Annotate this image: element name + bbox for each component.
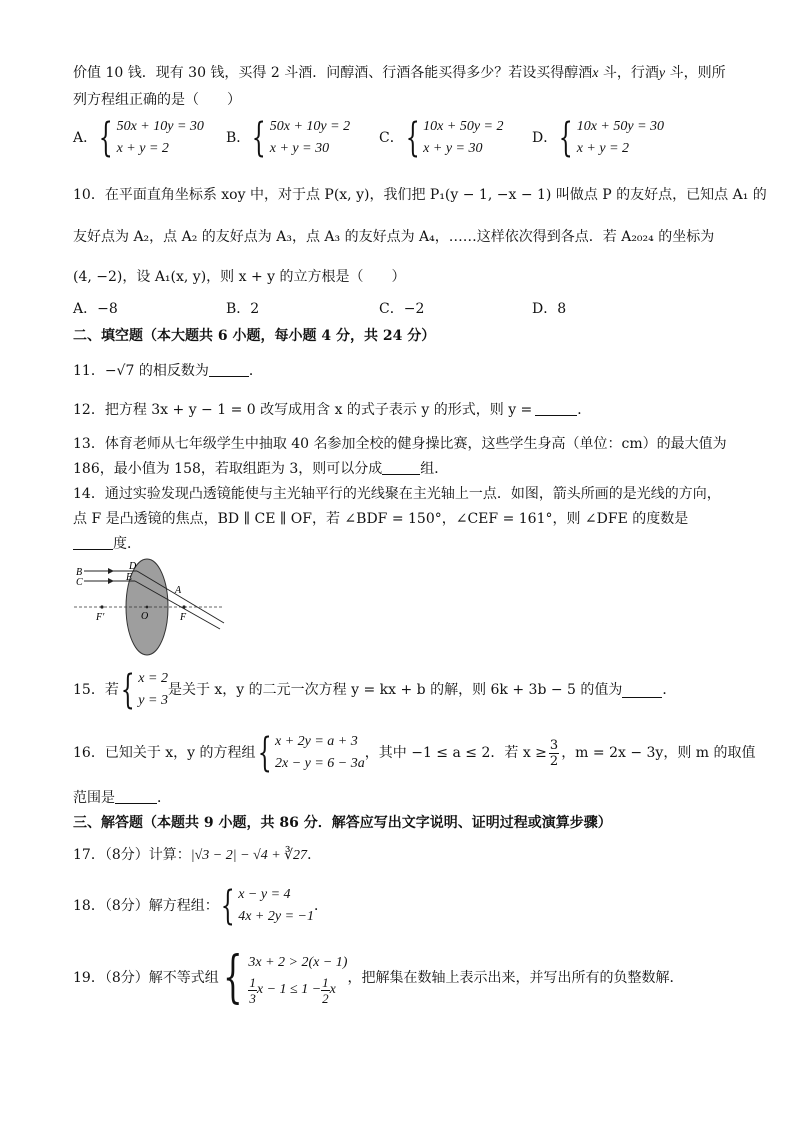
arrow-icon	[108, 568, 114, 574]
q19	[73, 945, 684, 1010]
q16-pre: 16．已知关于 x，y 的方程组	[73, 745, 256, 761]
q18	[73, 884, 328, 928]
q17-post: ．	[307, 847, 322, 863]
q16-post: ，m = 2x − 3y，则 m 的取值	[561, 745, 756, 761]
q9-line1-text: 价值 10 钱．现有 30 钱，买得 2 斗酒．问醇酒、行酒各能买得多少？若设买得醇酒	[73, 65, 593, 81]
q10-option-b[interactable]: B．2	[226, 301, 260, 317]
brace: {	[405, 115, 420, 161]
answer-blank[interactable]	[73, 534, 113, 550]
q9-option-a[interactable]	[73, 116, 226, 160]
q17-expression: |√3 − 2| − √4 + ∛27	[190, 848, 308, 863]
fraction	[321, 975, 330, 1006]
q15-text: 是关于 x，y 的二元一次方程 y = kx + b 的解，则 6k + 3b − 5 的值为	[167, 682, 623, 698]
q16-text: ，其中 −1 ≤ a ≤ 2．若 x ≥	[364, 745, 547, 761]
q13-line2	[73, 458, 448, 480]
answer-blank[interactable]	[622, 682, 662, 698]
arrow-icon	[108, 578, 114, 584]
q9-text-line1	[73, 62, 726, 85]
equation-system	[250, 116, 350, 160]
brace: {	[120, 667, 135, 713]
equation-system	[557, 116, 664, 160]
fraction-numerator: 1	[322, 974, 329, 990]
q18-pre: 18．（8分）解方程组：	[73, 898, 219, 914]
q19-post: ，把解集在数轴上表示出来，并写出所有的负整数解．	[347, 970, 684, 986]
label-f: F	[180, 612, 187, 623]
q14-line2: 点 F 是凸透镜的焦点，BD ∥ CE ∥ OF，若 ∠BDF = 150°，∠CEF = 161°，则 ∠DFE 的度数是	[73, 511, 689, 527]
equation-row: 4x + 2y = −1	[238, 909, 314, 924]
q16-l2-post: ．	[157, 790, 171, 806]
brace: {	[252, 115, 267, 161]
label-e: E	[126, 572, 133, 583]
equation-row: x + y = 2	[576, 141, 630, 156]
brace: {	[220, 883, 235, 929]
q11	[73, 360, 263, 382]
q14-line1: 14．通过实验发现凸透镜能使与主光轴平行的光线聚在主光轴上一点．如图，箭头所画的是光线的方向，	[73, 486, 721, 502]
q9-var-x: x	[592, 66, 599, 81]
answer-blank[interactable]	[209, 361, 249, 377]
section-heading-solutions: 三、解答题（本题共 9 小题，共 86 分．解答应写出文字说明、证明过程或演算步骤）	[73, 815, 612, 831]
q9-option-c[interactable]	[379, 116, 532, 160]
inequality-part: x − 1 ≤ 1 −	[256, 982, 322, 997]
label-f-prime: F′	[96, 612, 105, 623]
q17-pre: 17．（8分）计算：	[73, 847, 191, 863]
q10-line3: (4, −2)，设 A₁(x, y)，则 x + y 的立方根是（ ）	[73, 269, 406, 285]
q9-option-d[interactable]	[532, 116, 702, 160]
answer-blank[interactable]	[535, 400, 577, 416]
q10-option-a[interactable]: A．−8	[73, 301, 118, 317]
q10-options	[73, 298, 632, 320]
q11-post: ．	[248, 363, 263, 379]
q9-unit2: 斗，则所	[665, 65, 726, 81]
q15	[73, 668, 676, 712]
q9-unit1: 斗，行酒	[598, 65, 659, 81]
label-d: D	[129, 561, 137, 572]
q17	[73, 844, 321, 867]
fraction-numerator: 1	[249, 974, 256, 990]
q9-option-b[interactable]	[226, 116, 379, 160]
equation-system	[119, 668, 168, 712]
q14-line3	[73, 533, 141, 555]
equation-row: x = 2	[138, 671, 168, 686]
q9-var-y: y	[658, 66, 666, 81]
q10-line2: 友好点为 A₂，点 A₂ 的友好点为 A₃，点 A₃ 的友好点为 A₄，……这样依次得到各点．若 A₂₀₂₄ 的坐标为	[73, 229, 715, 245]
q15-pre: 15．若	[73, 682, 119, 698]
equation-system	[256, 731, 365, 775]
q16	[73, 731, 756, 775]
equation-row: y = 3	[138, 693, 168, 708]
option-label: C．	[379, 130, 404, 146]
convex-lens-figure	[74, 557, 234, 657]
fraction	[549, 738, 559, 769]
brace: {	[98, 115, 113, 161]
inequality-part: x	[329, 982, 336, 997]
equation-system	[97, 116, 204, 160]
label-o: O	[141, 611, 149, 622]
option-label: D．	[532, 130, 558, 146]
label-c: C	[76, 577, 83, 588]
q16-line2	[73, 787, 171, 809]
fraction	[248, 975, 257, 1006]
brace: {	[222, 945, 243, 1010]
equation-row: 10x + 50y = 30	[576, 119, 665, 134]
point-f-prime	[100, 605, 103, 608]
q10-option-c[interactable]: C．−2	[379, 301, 425, 317]
equation-row: x + y = 30	[269, 141, 330, 156]
q13-text: 186，最小值为 158，若取组距为 3，则可以分成	[73, 461, 383, 477]
q15-post: ．	[662, 682, 677, 698]
equation-system	[219, 884, 314, 928]
inequality-row	[248, 975, 347, 1006]
q13-line1: 13．体育老师从七年级学生中抽取 40 名参加全校的健身操比赛，这些学生身高（单位：cm）的最大值为	[73, 436, 727, 452]
point-f	[182, 605, 185, 608]
equation-row: x − y = 4	[238, 887, 291, 902]
q11-text: 11．−√7 的相反数为	[73, 363, 209, 379]
q19-pre: 19．（8分）解不等式组	[73, 970, 219, 986]
answer-blank[interactable]	[115, 788, 157, 804]
equation-row: 2x − y = 6 − 3a	[274, 756, 365, 771]
option-label: A．	[73, 130, 98, 146]
q9-options	[73, 116, 702, 160]
equation-row: x + y = 30	[423, 141, 483, 156]
q9-text-line2: 列方程组正确的是（ ）	[73, 92, 241, 108]
q10-line1: 10．在平面直角坐标系 xoy 中，对于点 P(x, y)，我们把 P₁(y − 1, −x − 1) 叫做点 P 的友好点，已知点 A₁ 的	[73, 187, 767, 203]
q13-post: 组．	[420, 461, 449, 477]
equation-row: x + y = 2	[116, 141, 169, 156]
brace: {	[257, 730, 272, 776]
option-label: B．	[226, 130, 251, 146]
brace: {	[558, 115, 573, 161]
fraction-denominator: 3	[249, 990, 256, 1006]
label-b: B	[76, 567, 83, 578]
q14-post: 度．	[113, 536, 141, 552]
q16-l2: 范围是	[73, 790, 115, 806]
equation-row: 10x + 50y = 2	[423, 119, 504, 134]
equation-row: 50x + 10y = 2	[269, 119, 351, 134]
equation-row: 50x + 10y = 30	[116, 119, 204, 134]
answer-blank[interactable]	[382, 459, 420, 475]
section-heading-fill-in: 二、填空题（本大题共 6 小题，每小题 4 分，共 24 分）	[73, 328, 436, 344]
fraction-denominator: 2	[549, 753, 559, 769]
equation-system	[404, 116, 504, 160]
equation-row: x + 2y = a + 3	[274, 734, 358, 749]
point-o	[146, 606, 149, 609]
q12	[73, 399, 591, 421]
q10-option-d[interactable]: D．8	[532, 301, 567, 317]
inequality-system	[219, 945, 348, 1010]
q12-post: ．	[577, 402, 592, 418]
q12-text: 12．把方程 3x + y − 1 = 0 改写成用含 x 的式子表示 y 的形式，则 y =	[73, 402, 533, 418]
fraction-numerator: 3	[549, 737, 559, 753]
label-a: A	[175, 585, 182, 596]
fraction-denominator: 2	[322, 990, 329, 1006]
inequality-row: 3x + 2 > 2(x − 1)	[248, 954, 348, 970]
q18-post: ．	[313, 898, 328, 914]
